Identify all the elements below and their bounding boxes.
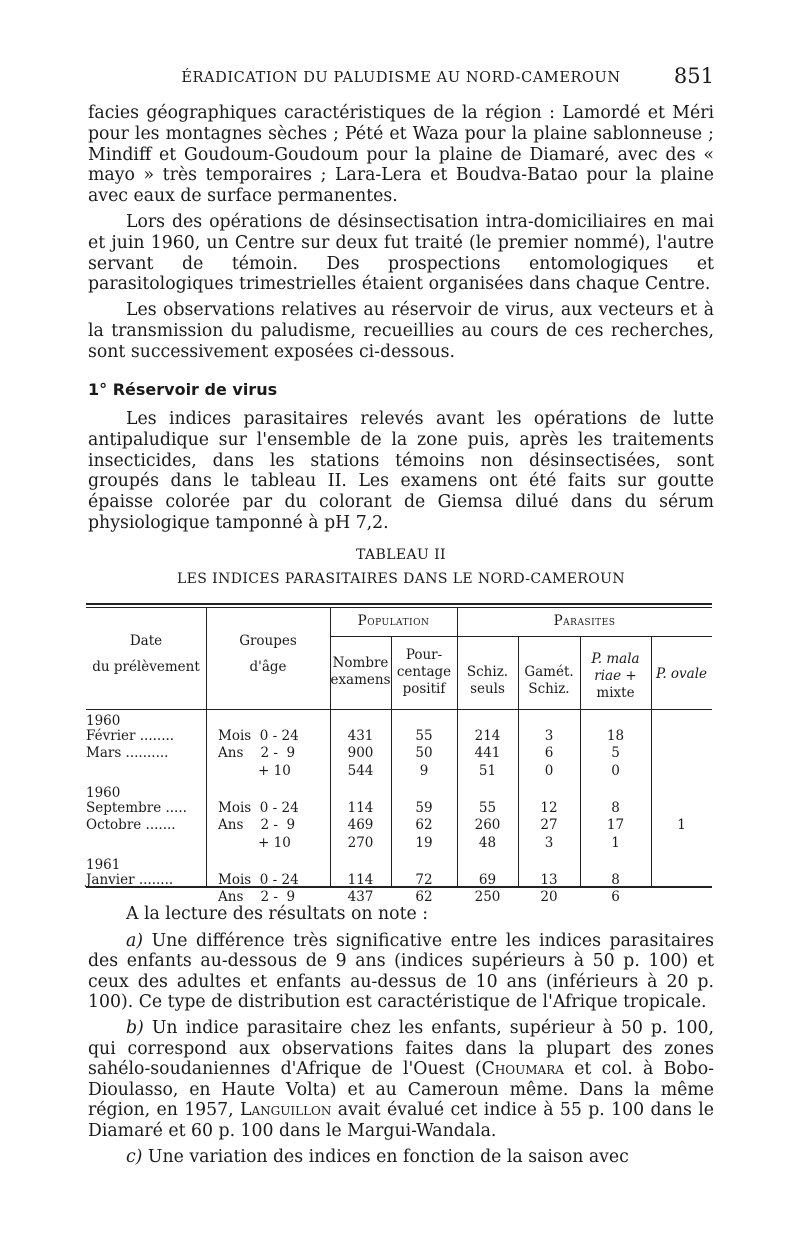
header-pourcentage-line3: positif <box>402 681 446 697</box>
cell-pourcentage: 50 <box>415 745 433 761</box>
group-month: Mars .......... <box>86 745 169 761</box>
header-nombre-line1: Nombre <box>332 655 389 671</box>
cell-malariae: 1 <box>611 834 620 851</box>
group-year: 1960 <box>86 785 121 801</box>
cell-schiz: 51 <box>478 762 497 779</box>
cell-nombre: 437 <box>347 889 374 905</box>
header-malariae-mixte <box>580 651 651 702</box>
header-schiz-line1: Schiz. <box>466 664 509 680</box>
table-rule-span <box>330 636 712 637</box>
header-malariae-line3: mixte <box>596 685 635 701</box>
point-b-text-3: avait évalué cet indice à 55 p. 100 dans le Diamaré et 60 p. 100 dans le Margui-Wandala. <box>88 1100 714 1141</box>
cell-nombre: 270 <box>347 834 374 851</box>
header-pourcentage-positif <box>391 647 457 698</box>
cell-gamet: 27 <box>540 817 558 833</box>
header-date <box>86 633 206 676</box>
cell-nombre: 114 <box>347 799 374 816</box>
cell-schiz: 55 <box>478 799 497 816</box>
header-date-line1: Date <box>129 633 163 649</box>
running-title: ÉRADICATION DU PALUDISME AU NORD-CAMEROUN <box>181 70 621 86</box>
page-number: 851 <box>673 64 714 88</box>
header-schiz-line2: seuls <box>470 681 505 697</box>
cell-gamet: 13 <box>540 871 558 888</box>
cell-malariae: 8 <box>611 871 620 888</box>
cell-malariae: 6 <box>611 889 620 905</box>
table-rule-top-2 <box>86 607 712 608</box>
group-month: Octobre ....... <box>86 817 176 833</box>
point-b-text-2: et col. à Bobo-Dioulasso, en Haute Volta) et au Cameroun même. Dans la même région, en 1957, <box>88 1059 714 1121</box>
cell-gamet: 12 <box>540 799 558 816</box>
intro-paragraph-1: facies géographiques caractéristiques de la région : Lamordé et Méri pour les montagnes sèches ; Pété et Waza pour la plaine sablonneuse ; Mindiff et Goudoum-Goudoum pour la plaine de Diamaré, avec des « mayo » très temporaires ; Lara-Lera et Boudva-Batao pour la plaine avec eaux de surface permanentes. <box>88 103 714 207</box>
cell-schiz: 441 <box>474 745 501 761</box>
cell-schiz: 214 <box>474 727 501 744</box>
results-point-a <box>88 931 714 1013</box>
cell-malariae: 18 <box>606 727 625 744</box>
section-heading: 1° Réservoir de virus <box>88 380 278 399</box>
age-group: Ans 2 - 9 <box>218 817 296 833</box>
parasite-index-table <box>86 603 712 905</box>
results-text <box>88 904 714 1172</box>
cell-nombre: 431 <box>347 727 374 744</box>
header-ovale: P. ovale <box>655 666 708 682</box>
header-malariae-line1: P. mala <box>591 651 640 667</box>
results-point-b <box>88 1018 714 1142</box>
header-parasites: Parasites <box>553 613 616 629</box>
header-nombre-examens <box>330 655 391 689</box>
cell-pourcentage: 62 <box>415 817 433 833</box>
table-rule-header-bottom <box>86 709 712 710</box>
header-date-line2: du prélèvement <box>92 659 200 675</box>
header-schiz-seuls <box>457 664 518 698</box>
age-group: Ans 2 - 9 <box>218 889 296 905</box>
section-paragraph-1: Les indices parasitaires relevés avant les opérations de lutte antipaludique sur l'ensemble de la zone puis, après les traitements insecticides, dans les stations témoins non désinsectisées, sont groupés dans le tableau II. Les examens ont été faits sur goutte épaisse colorée par du colorant de Giemsa dilué dans du sérum physiologique tamponné à pH 7,2. <box>88 409 714 533</box>
group-year: 1960 <box>86 713 121 729</box>
header-malariae-line2: riae + <box>594 668 637 684</box>
table-label: TABLEAU II <box>356 547 446 563</box>
cell-malariae: 17 <box>606 817 625 833</box>
cell-nombre: 900 <box>347 745 374 761</box>
header-gamet-schiz <box>518 664 580 698</box>
cell-pourcentage: 19 <box>415 834 433 851</box>
cell-nombre: 114 <box>347 871 374 888</box>
cell-pourcentage: 55 <box>415 727 433 744</box>
cell-gamet: 3 <box>544 727 554 744</box>
cell-pourcentage: 9 <box>419 762 429 779</box>
header-age-groups <box>206 633 330 676</box>
cell-pourcentage: 72 <box>415 871 433 888</box>
group-month: Septembre ..... <box>86 799 187 816</box>
cell-gamet: 20 <box>540 889 558 905</box>
cell-malariae: 8 <box>611 799 620 816</box>
cell-pourcentage: 59 <box>415 799 433 816</box>
table-rule-top <box>86 603 712 605</box>
age-group: Mois 0 - 24 <box>218 799 299 816</box>
header-gamet-line1: Gamét. <box>524 664 574 680</box>
group-month: Janvier ........ <box>86 871 174 888</box>
cell-schiz: 260 <box>474 817 501 833</box>
author-choumara: Choumara <box>481 1059 564 1080</box>
header-groups-line2: d'âge <box>249 659 287 675</box>
cell-malariae: 0 <box>611 762 620 779</box>
cell-gamet: 6 <box>544 745 554 761</box>
cell-schiz: 250 <box>474 889 501 905</box>
age-group: Ans 2 - 9 <box>218 745 296 761</box>
results-lead: A la lecture des résultats on note : <box>126 904 429 924</box>
age-group: + 10 <box>258 762 291 779</box>
header-pourcentage-line1: Pour- <box>405 647 443 663</box>
cell-gamet: 3 <box>544 834 554 851</box>
header-nombre-line2: examens <box>330 672 391 688</box>
intro-text <box>88 103 714 368</box>
point-b-text-1: Un indice parasitaire chez les enfants, supérieur à 50 p. 100, qui correspond aux observations faites dans la plupart des zones sahélo-soudaniennes d'Afrique de l'Ouest ( <box>88 1017 714 1080</box>
age-group: Mois 0 - 24 <box>218 871 299 888</box>
point-b-label: b) <box>126 1017 144 1038</box>
group-month: Février ........ <box>86 727 175 744</box>
header-population: Population <box>357 613 430 629</box>
section-text <box>88 409 714 539</box>
age-group: + 10 <box>258 834 291 851</box>
header-pourcentage-line2: centage <box>396 664 452 680</box>
running-header <box>88 64 714 88</box>
intro-paragraph-3: Les observations relatives au réservoir de virus, aux vecteurs et à la transmission du paludisme, recueillies au cours de ces recherches, sont successivement exposées ci-dessous. <box>88 300 714 362</box>
cell-nombre: 469 <box>347 817 374 833</box>
author-languillon: Languillon <box>240 1100 332 1121</box>
group-year: 1961 <box>86 857 121 873</box>
table-caption: LES INDICES PARASITAIRES DANS LE NORD-CAMEROUN <box>176 571 626 587</box>
header-groups-line1: Groupes <box>239 633 297 649</box>
point-a-text: Une différence très significative entre les indices parasitaires des enfants au-dessous de 9 ans (indices supérieurs à 50 p. 100) et ceux des adultes et enfants au-dessus de 10 ans (inférieurs à 20 p. 100). Ce type de distribution est caractéristique de l'Afrique tropicale. <box>88 930 715 1013</box>
results-point-c <box>88 1147 714 1168</box>
cell-schiz: 48 <box>478 834 497 851</box>
point-a-label: a) <box>126 930 144 951</box>
cell-malariae: 5 <box>611 745 620 761</box>
cell-gamet: 0 <box>544 762 554 779</box>
cell-ovale: 1 <box>677 817 686 833</box>
cell-schiz: 69 <box>478 871 497 888</box>
cell-nombre: 544 <box>347 762 374 779</box>
point-c-text: Une variation des indices en fonction de la saison avec <box>147 1146 629 1167</box>
header-gamet-line2: Schiz. <box>528 681 570 697</box>
cell-pourcentage: 62 <box>415 889 433 905</box>
point-c-label: c) <box>126 1146 143 1167</box>
age-group: Mois 0 - 24 <box>218 727 299 744</box>
intro-paragraph-2: Lors des opérations de désinsectisation intra-domiciliaires en mai et juin 1960, un Centre sur deux fut traité (le premier nommé), l'autre servant de témoin. Des prospections entomologiques et parasitologiques trimestrielles étaient organisées dans chaque Centre. <box>88 211 714 295</box>
